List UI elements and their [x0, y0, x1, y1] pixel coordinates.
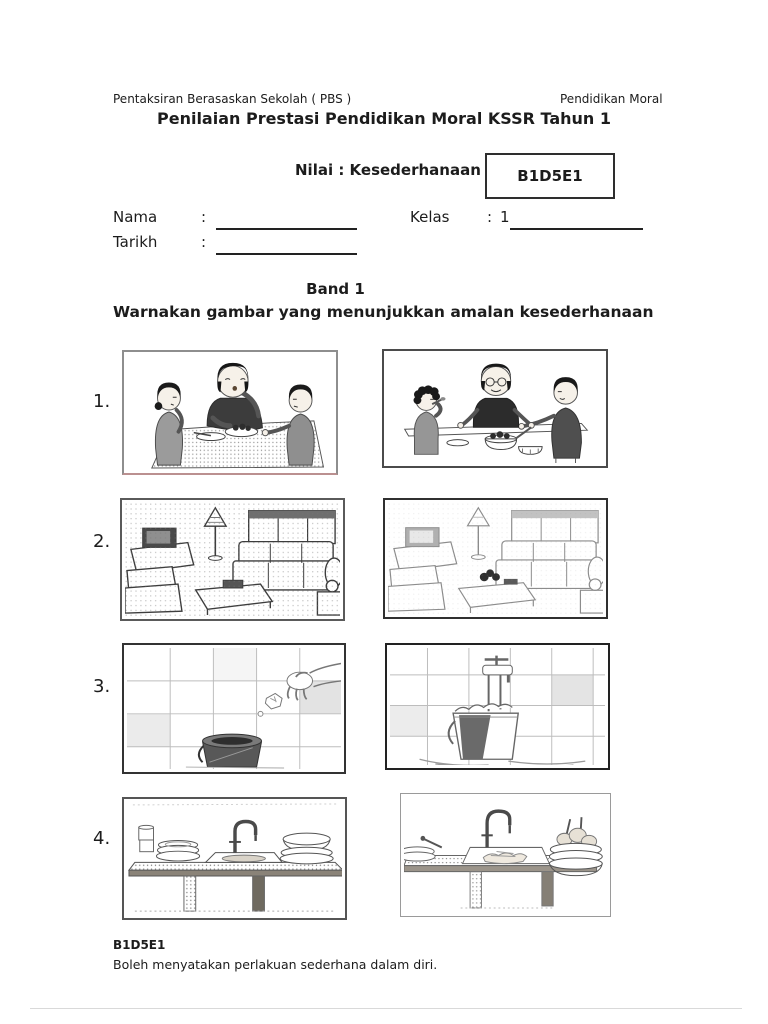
row-2-number: 2.	[93, 531, 111, 552]
scan-edge-line	[30, 1008, 742, 1009]
header-right-text: Pendidikan Moral	[560, 92, 663, 106]
tarikh-label: Tarikh	[113, 233, 158, 251]
nama-fill-line	[216, 228, 357, 230]
picture-2-right	[383, 498, 608, 619]
tarikh-colon: :	[201, 233, 207, 251]
band-title: Band 1	[306, 280, 365, 298]
kelas-fill-line	[510, 228, 643, 230]
picture-3-right	[385, 643, 610, 770]
footer-descriptor: Boleh menyatakan perlakuan sederhana dalam diri.	[113, 957, 438, 972]
footer-code: B1D5E1	[113, 938, 166, 952]
kelas-colon: :	[487, 208, 493, 226]
nilai-label: Nilai : Kesederhanaan	[295, 161, 481, 179]
code-box: B1D5E1	[485, 153, 615, 199]
nama-colon: :	[201, 208, 207, 226]
tarikh-fill-line	[216, 253, 357, 255]
row-4-number: 4.	[93, 828, 111, 849]
kelas-value: 1	[500, 208, 510, 226]
row-1-number: 1.	[93, 391, 111, 412]
instruction-text: Warnakan gambar yang menunjukkan amalan kesederhanaan	[113, 303, 654, 321]
picture-2-left	[120, 498, 345, 621]
header-left-text: Pentaksiran Berasaskan Sekolah ( PBS )	[113, 92, 352, 106]
picture-3-left	[122, 643, 346, 774]
picture-4-left	[122, 797, 347, 920]
picture-1-right	[382, 349, 608, 468]
nama-label: Nama	[113, 208, 158, 226]
picture-1-left	[122, 350, 338, 475]
page-title: Penilaian Prestasi Pendidikan Moral KSSR Tahun 1	[156, 109, 612, 128]
row-3-number: 3.	[93, 676, 111, 697]
kelas-label: Kelas	[410, 208, 450, 226]
picture-4-right	[400, 793, 611, 917]
